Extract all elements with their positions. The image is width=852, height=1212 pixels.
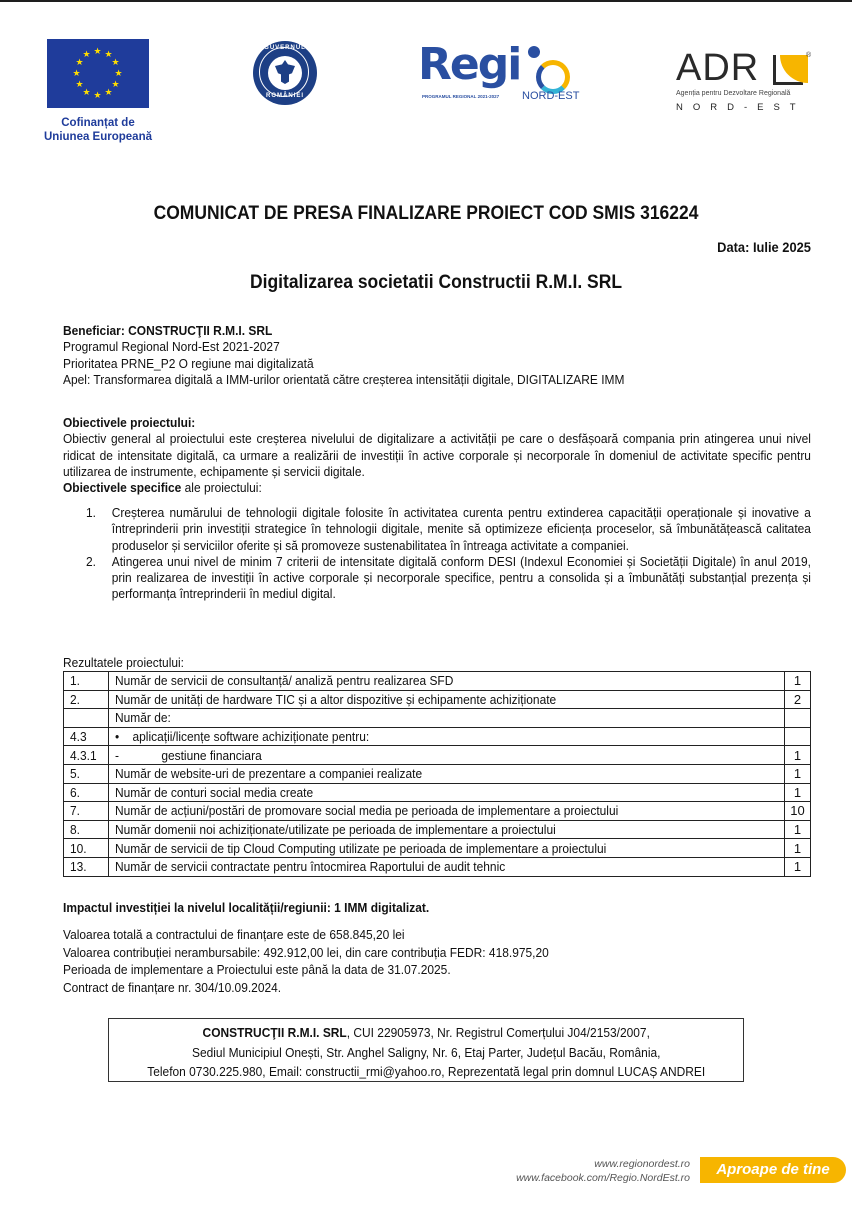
adr-wordmark: ADR xyxy=(676,47,760,89)
list-item-text: Creșterea numărului de tehnologii digitale folosite în activitatea curenta pentru extinderea capacității operaționale și inovative a întreprinderii prin investiții strategice în tehnologii digitale, menite să optimizeze eficiența proceselor, să îmbunătățească calitatea produselor și serviciilor oferite și să promoveze sustenabilitatea în întreaga activitate a companiei. xyxy=(111,505,811,553)
result-description: Număr de servicii de consultanță/ analiză pentru realizarea SFD xyxy=(115,673,454,689)
objectives-heading: Obiectivele proiectului: xyxy=(63,415,196,430)
result-value xyxy=(785,727,811,746)
gov-logo-bottom-text: ROMÂNIEI xyxy=(266,93,304,99)
adr-nord-est-logo xyxy=(676,47,816,118)
list-item-number: 1. xyxy=(86,505,96,520)
eu-caption-line2: Uniunea Europeană xyxy=(44,131,152,143)
results-label: Rezultatele proiectului: xyxy=(63,655,185,670)
table-row xyxy=(64,746,811,765)
specific-objectives-heading: Obiectivele specifice xyxy=(63,480,182,496)
star-icon: ★ xyxy=(104,87,113,97)
total-value-line: Valoarea totală a contractului de finanțare este de 658.845,20 lei xyxy=(63,927,405,942)
table-row xyxy=(64,672,811,691)
specific-objectives-list xyxy=(86,505,811,603)
star-icon: ★ xyxy=(93,46,102,56)
gov-logo-top-text: GUVERNUL xyxy=(264,45,306,51)
adr-subtitle: Agenția pentru Dezvoltare Regională xyxy=(676,90,791,97)
result-description: gestiune financiara xyxy=(161,747,262,763)
star-icon: ★ xyxy=(93,90,102,100)
result-description: aplicații/licențe software achiziționate pentru: xyxy=(132,729,370,745)
regio-dot-icon xyxy=(528,46,540,58)
result-value: 1 xyxy=(785,783,811,802)
contact-line3: Telefon 0730.225.980, Email: constructii_rmi@yahoo.ro, Reprezentată legal prin domnul LUCAȘ ANDREI xyxy=(147,1064,705,1079)
beneficiary-contact-box xyxy=(108,1018,744,1082)
footer-links xyxy=(516,1157,690,1185)
result-value: 1 xyxy=(785,857,811,876)
star-icon: ★ xyxy=(111,79,120,89)
result-description: Număr de servicii de tip Cloud Computing utilizate pe perioada de implementare a proiectului xyxy=(115,840,607,856)
call-line: Apel: Transformarea digitală a IMM-urilor orientată către creșterea intensității digitale, DIGITALIZARE IMM xyxy=(63,371,625,387)
regio-program-text: PROGRAMUL REGIONAL 2021-2027 xyxy=(422,94,500,99)
star-icon: ★ xyxy=(82,49,91,59)
result-code: 4.3 xyxy=(70,729,87,745)
financial-details xyxy=(63,926,549,996)
result-description: Număr de acțiuni/postări de promovare social media pe perioada de implementare a proiectului xyxy=(115,803,619,819)
result-value: 1 xyxy=(785,839,811,858)
star-icon: ★ xyxy=(75,57,84,67)
table-row xyxy=(64,820,811,839)
result-code: 13. xyxy=(70,859,87,875)
result-code: 1. xyxy=(70,673,80,689)
result-code: 5. xyxy=(70,766,80,782)
objectives-block xyxy=(63,415,811,496)
result-value: 10 xyxy=(785,802,811,821)
list-item xyxy=(86,505,811,554)
specific-objectives-heading-rest: ale proiectului: xyxy=(181,480,262,496)
result-code: 8. xyxy=(70,822,80,838)
result-description: Număr de conturi social media create xyxy=(115,784,314,800)
result-value: 1 xyxy=(785,764,811,783)
regio-wordmark: Regi xyxy=(418,39,521,90)
table-row xyxy=(64,783,811,802)
beneficiary-label: Beneficiar: CONSTRUCŢII R.M.I. SRL xyxy=(63,323,273,338)
website-link[interactable]: www.regionordest.ro xyxy=(594,1158,690,1170)
result-code: 6. xyxy=(70,784,80,800)
star-icon: ★ xyxy=(104,49,113,59)
star-icon: ★ xyxy=(72,68,81,78)
slogan-badge: Aproape de tine xyxy=(700,1157,846,1183)
page-title: COMUNICAT DE PRESA FINALIZARE PROIECT COD SMIS 316224 xyxy=(153,203,699,224)
table-row xyxy=(64,764,811,783)
regio-region-text: NORD-EST xyxy=(522,90,580,102)
result-description: Număr de: xyxy=(115,710,171,726)
general-objective: Obiectiv general al proiectului este creșterea nivelului de digitalizare a activității pe care o desfășoară compania prin atingerea unui nivel ridicat de intensitate digitală, ca urmare a realizării de investiții în active corporale și necorporale în domeniul de activitate specific pentru utilizarea de instrumente, echipamente și servicii digitale. xyxy=(63,431,811,479)
contact-line2: Sediul Municipiul Onești, Str. Anghel Saligny, Nr. 6, Etaj Parter, Județul Bacău, România, xyxy=(191,1044,661,1060)
star-icon: ★ xyxy=(82,87,91,97)
table-row xyxy=(64,690,811,709)
facebook-link[interactable]: www.facebook.com/Regio.NordEst.ro xyxy=(516,1172,690,1184)
table-row xyxy=(64,802,811,821)
list-item-number: 2. xyxy=(86,553,96,569)
implementation-period-line: Perioada de implementare a Proiectului este până la data de 31.07.2025. xyxy=(63,962,451,977)
list-item-text: Atingerea unui nivel de minim 7 criterii de intensitate digitală conform DESI (Indexul Economiei și Societății Digitale) în anul 2019, prin realizarea de investiții în active corporale și necorporale specifice, pentru a consolida și a îmbunătăți substanțial prezența și performanța întreprinderii în mediul digital. xyxy=(111,553,811,602)
dash-icon: - xyxy=(115,747,119,763)
top-border xyxy=(0,0,852,2)
result-description: Număr domenii noi achiziționate/utilizate pe perioada de implementare a proiectului xyxy=(115,822,556,838)
result-description: Număr de servicii contractate pentru întocmirea Raportului de audit tehnic xyxy=(115,859,506,875)
star-icon: ★ xyxy=(75,79,84,89)
contact-line1: , CUI 22905973, Nr. Registrul Comerțului J04/2153/2007, xyxy=(346,1025,650,1040)
eu-cofinancing-caption xyxy=(30,116,166,144)
table-row xyxy=(64,709,811,728)
result-value xyxy=(785,709,811,728)
regio-nord-est-logo xyxy=(418,39,580,104)
result-code: 2. xyxy=(70,691,80,707)
result-code: 7. xyxy=(70,803,80,819)
impact-statement: Impactul investiției la nivelul localității/regiunii: 1 IMM digitalizat. xyxy=(63,900,430,915)
eu-caption-line1: Cofinanțat de xyxy=(61,117,135,129)
table-row xyxy=(64,727,811,746)
result-value: 1 xyxy=(785,820,811,839)
contact-company-name: CONSTRUCŢII R.M.I. SRL xyxy=(202,1025,347,1040)
table-row xyxy=(64,839,811,858)
romanian-government-logo xyxy=(253,41,317,105)
nonrefundable-value-line: Valoarea contribuției nerambursabile: 492.912,00 lei, din care contribuția FEDR: 418.975,20 xyxy=(63,944,549,960)
list-item xyxy=(86,554,811,603)
result-code: 10. xyxy=(70,840,87,856)
program-line: Programul Regional Nord-Est 2021-2027 xyxy=(63,339,280,355)
document-date: Data: Iulie 2025 xyxy=(717,239,811,255)
bullet-icon: • xyxy=(115,729,120,745)
result-description: Număr de unități de hardware TIC și a altor dispozitive și echipamente achiziționate xyxy=(115,691,557,707)
star-icon: ★ xyxy=(114,68,123,78)
star-icon: ★ xyxy=(111,57,120,67)
result-value: 2 xyxy=(785,690,811,709)
priority-line: Prioritatea PRNE_P2 O regiune mai digitalizată xyxy=(63,355,314,371)
result-value: 1 xyxy=(785,746,811,765)
result-value: 1 xyxy=(785,672,811,691)
project-title: Digitalizarea societatii Constructii R.M.I. SRL xyxy=(249,272,622,293)
result-code: 4.3.1 xyxy=(70,747,97,763)
regio-ring-icon xyxy=(536,60,570,94)
result-description: Număr de website-uri de prezentare a companiei realizate xyxy=(115,766,423,782)
eu-flag-logo xyxy=(47,39,149,108)
contract-number-line: Contract de finanțare nr. 304/10.09.2024. xyxy=(63,979,282,995)
registered-mark: ® xyxy=(806,52,812,59)
table-row xyxy=(64,857,811,876)
beneficiary-block xyxy=(63,323,751,388)
adr-region-text: NORD-EST xyxy=(676,102,806,113)
results-table xyxy=(63,671,811,877)
